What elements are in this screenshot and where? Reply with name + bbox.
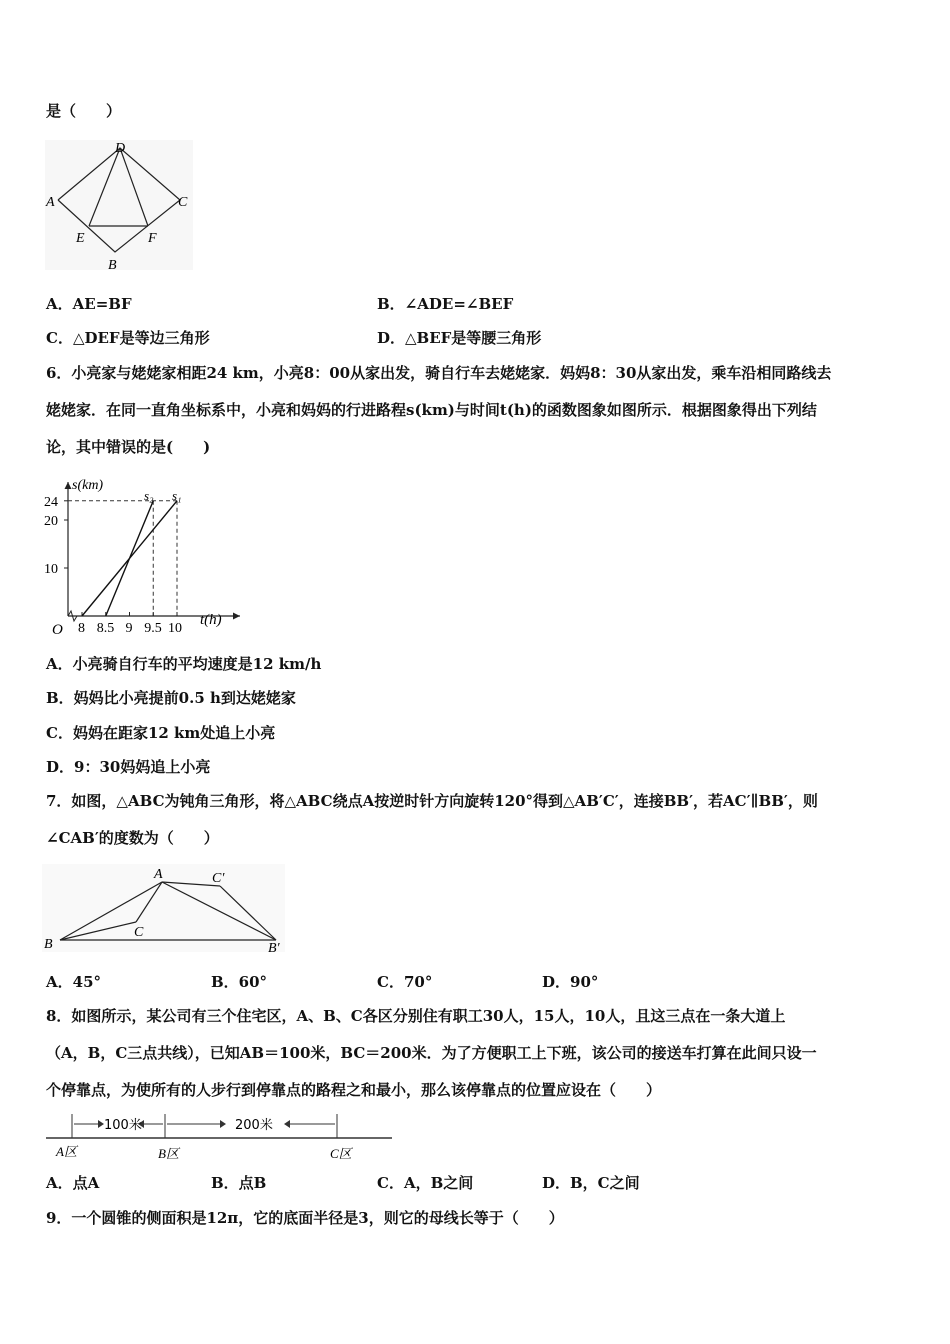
q6-xtick-label: 8.5	[96, 621, 115, 636]
q6-ytick-label: 24	[44, 494, 58, 510]
q6-origin-label: O	[52, 622, 63, 638]
q7-label-a: A	[154, 867, 163, 882]
q6-series-layer	[82, 501, 177, 616]
q5-label-d: D	[115, 141, 126, 156]
q5-stem-tail: 是（ ）	[46, 102, 122, 120]
q5-label-f: F	[148, 231, 157, 246]
q6-ylabel: s(km)	[72, 478, 104, 493]
q5-option-d: D．△BEF是等腰三角形	[377, 329, 542, 347]
q6-stem-line2: 姥姥家．在同一直角坐标系中，小亮和妈妈的行进路程s(km)与时间t(h)的函数图象如图所示．根据图象得出下列结	[46, 401, 817, 419]
q7-stem-line1: 7．如图，△ABC为钝角三角形，将△ABC绕点A按逆时针方向旋转120°得到△AB′C′，连接BB′，若AC′∥BB′，则	[46, 792, 818, 810]
q5-label-a: A	[46, 195, 55, 210]
q8-label-bc: 200米	[235, 1118, 273, 1133]
q6-xtick-label: 9.5	[144, 621, 162, 636]
q8-option-a: A．点A	[46, 1174, 100, 1192]
q5-figure	[40, 138, 200, 274]
q6-stem-line3: 论，其中错误的是( )	[46, 438, 211, 456]
q8-option-b: B．点B	[211, 1174, 267, 1192]
q7-option-a: A．45°	[46, 973, 102, 991]
q6-stem-line1: 6．小亮家与姥姥家相距24 km，小亮8：00从家出发，骑自行车去姥姥家．妈妈8：30从家出发，乘车沿相同路线去	[46, 364, 832, 382]
q8-label-a: A区	[56, 1144, 77, 1159]
q8-label-b: B区	[158, 1146, 179, 1161]
q6-xtick-label: 9	[125, 621, 133, 636]
q6-option-d: D．9：30妈妈追上小亮	[46, 758, 211, 776]
q8-label-c: C区	[330, 1146, 352, 1161]
q6-series-s2	[106, 501, 154, 616]
q5-label-e: E	[76, 231, 85, 246]
q6-tick-layer	[44, 495, 182, 636]
q5-option-a: A．AE=BF	[46, 295, 132, 313]
q7-stem-line2: ∠CAB′的度数为（ ）	[46, 829, 219, 847]
q6-xtick-label: 10	[168, 621, 182, 636]
q8-stem-line2: （A，B，C三点共线），已知AB＝100米，BC＝200米．为了方便职工上下班，该公司的接送车打算在此间只设一	[46, 1044, 817, 1062]
q6-ytick-label: 20	[44, 514, 58, 529]
q8-stem-line1: 8．如图所示，某公司有三个住宅区，A、B、C各区分别住有职工30人，15人，10人，且这三点在一条大道上	[46, 1007, 786, 1025]
q6-xtick-label: 8	[78, 621, 85, 636]
q7-option-c: C．70°	[377, 973, 433, 991]
q6-xlabel: t(h)	[200, 612, 222, 628]
q6-s2-label: s₂	[144, 488, 154, 503]
q7-option-d: D．90°	[542, 973, 599, 991]
q6-ytick-label: 10	[44, 562, 58, 577]
q5-label-c: C	[178, 195, 188, 210]
q7-label-b-prime: B′	[268, 941, 280, 956]
q6-option-a: A．小亮骑自行车的平均速度是12 km/h	[46, 655, 322, 673]
q8-stem-line3: 个停靠点，为使所有的人步行到停靠点的路程之和最小，那么该停靠点的位置应设在（ ）	[46, 1081, 662, 1099]
q8-label-ab: 100米	[104, 1118, 142, 1133]
q9-stem-line1: 9．一个圆锥的侧面积是12π，它的底面半径是3，则它的母线长等于（ ）	[46, 1209, 564, 1227]
q5-label-b: B	[108, 258, 117, 273]
q8-figure	[40, 1110, 396, 1162]
q7-figure-bg	[42, 864, 285, 952]
q6-option-b: B．妈妈比小亮提前0.5 h到达姥姥家	[46, 689, 296, 707]
q7-option-b: B．60°	[211, 973, 268, 991]
q7-label-b: B	[44, 937, 53, 952]
q5-option-b: B．∠ADE=∠BEF	[377, 295, 514, 313]
q8-option-d: D．B，C之间	[542, 1174, 640, 1192]
q5-option-c: C．△DEF是等边三角形	[46, 329, 210, 347]
q7-label-c: C	[134, 925, 144, 940]
q6-chart	[40, 474, 250, 640]
q5-figure-bg	[45, 140, 193, 270]
q7-figure	[40, 862, 290, 956]
q8-option-c: C．A，B之间	[377, 1174, 474, 1192]
q6-s1-label: s₁	[172, 488, 182, 503]
q6-option-c: C．妈妈在距家12 km处追上小亮	[46, 724, 276, 742]
q7-label-c-prime: C′	[212, 871, 225, 886]
